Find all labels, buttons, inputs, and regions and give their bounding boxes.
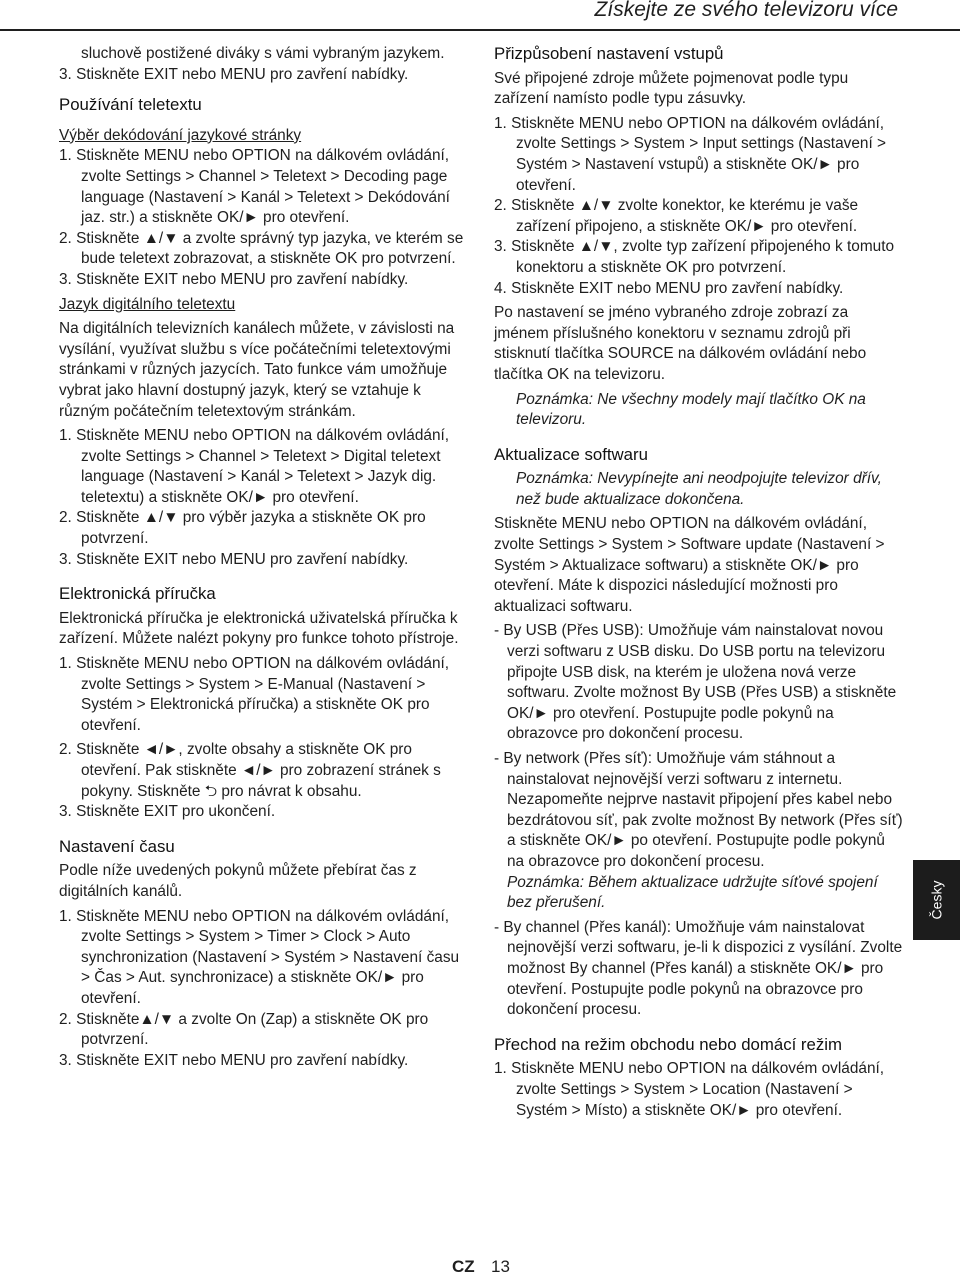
manual-step-3: 3. Stiskněte EXIT pro ukončení. xyxy=(59,803,276,821)
intro-step-3: 3. Stiskněte EXIT nebo MENU pro zavření nabídky. xyxy=(59,65,409,83)
mode-step-1: 1. Stiskněte MENU nebo OPTION na dálkovém ovládání, zvolte Settings > System > Location (Nastavení > Systém > Místo) a stiskněte OK/► pro otevření. xyxy=(494,1060,885,1119)
update-network-note: Poznámka: Během aktualizace udržujte síťové spojení bez přerušení. xyxy=(507,873,878,912)
inputs-step-2: 2. Stiskněte ▲/▼ zvolte konektor, ke kterému je vaše zařízení připojeno, a stiskněte OK/► pro otevření. xyxy=(494,197,859,235)
decode-subheading: Výběr dekódování jazykové stránky xyxy=(59,126,302,144)
mode-heading: Přechod na režim obchodu nebo domácí režim xyxy=(494,1034,842,1054)
left-column xyxy=(59,44,471,1071)
inputs-step-3: 3. Stiskněte ▲/▼, zvolte typ zařízení připojeného k tomuto konektoru a stiskněte OK pro potvrzení. xyxy=(494,238,895,276)
decode-step-2: 2. Stiskněte ▲/▼ a zvolte správný typ jazyka, ve kterém se bude teletext zobrazovat, a stiskněte OK pro potvrzení. xyxy=(59,229,464,268)
time-step-1: 1. Stiskněte MENU nebo OPTION na dálkovém ovládání, zvolte Settings > System > Timer > Clock > Auto synchronization (Nastavení > Systém > Nastavení času > Čas > Aut. synchronizace) a stiskněte OK/► pro otevření. xyxy=(59,907,460,1007)
inputs-note: Poznámka: Ne všechny modely mají tlačítko OK na televizoru. xyxy=(516,390,866,429)
update-option-usb: - By USB (Přes USB): Umožňuje vám nainstalovat novou verzi softwaru z USB disku. Do USB portu na televizoru připojte USB disk, na kterém je uložena nová verze softwaru. Zvolte možnost By USB (Přes USB) a stiskněte OK/► pro otevření. Postupujte podle pokynů na obrazovce pro dokončení procesu. xyxy=(494,622,897,743)
time-body: Podle níže uvedených pokynů můžete přebírat čas z digitálních kanálů. xyxy=(59,862,417,900)
language-side-tab xyxy=(913,860,960,940)
manual-step-2: 2. Stiskněte ◄/►, zvolte obsahy a stiskněte OK pro otevření. Pak stiskněte ◄/► pro zobrazení stránek s pokyny. Stiskněte ⮌ pro návrat k obsahu. xyxy=(59,741,441,800)
manual-step-1: 1. Stiskněte MENU nebo OPTION na dálkovém ovládání, zvolte Settings > System > E-Manual (Nastavení > Systém > Elektronická příručka) a stiskněte OK pro otevření. xyxy=(59,655,450,734)
digital-step-1: 1. Stiskněte MENU nebo OPTION na dálkovém ovládání, zvolte Settings > Channel > Teletext > Digital teletext language (Nastavení > Kanál > Teletext > Jazyk dig. teletextu) a stiskněte OK/► pro otevření. xyxy=(59,427,450,506)
footer-language-code: CZ xyxy=(452,1257,475,1276)
update-body: Stiskněte MENU nebo OPTION na dálkovém ovládání, zvolte Settings > System > Software update (Nastavení > Systém > Aktualizace softwaru) a stiskněte OK/► pro otevření. Máte k dispozici následující možnosti pro aktualizaci softwaru. xyxy=(494,515,885,615)
manual-heading: Elektronická příručka xyxy=(59,584,216,604)
digital-body: Na digitálních televizních kanálech můžete, v závislosti na vysílání, využívat službu s více počátečními teletextovými stránkami v různých jazycích. Tato funkce vám umožňuje vybrat jako hlavní dostupný jazyk, který se vztahuje k různým počátečním teletextovým stránkám. xyxy=(59,320,455,420)
inputs-step-1: 1. Stiskněte MENU nebo OPTION na dálkovém ovládání, zvolte Settings > System > Input settings (Nastavení > Systém > Nastavení vstupů) a stiskněte OK/► pro otevření. xyxy=(494,114,886,194)
page-header-title: Získejte ze svého televizoru více xyxy=(594,0,898,21)
digital-step-3: 3. Stiskněte EXIT nebo MENU pro zavření nabídky. xyxy=(59,550,409,568)
footer-page-number: 13 xyxy=(491,1257,510,1276)
manual-body: Elektronická příručka je elektronická uživatelská příručka k zařízení. Můžete nalézt pokyny pro funkce tohoto přístroje. xyxy=(59,609,459,648)
time-step-2: 2. Stiskněte▲/▼ a zvolte On (Zap) a stiskněte OK pro potvrzení. xyxy=(59,1010,429,1049)
decode-step-1: 1. Stiskněte MENU nebo OPTION na dálkovém ovládání, zvolte Settings > Channel > Teletext > Decoding page language (Nastavení > Kanál > Teletext > Dekódování jaz. str.) a stiskněte OK/► pro otevření. xyxy=(59,147,450,227)
inputs-step-4: 4. Stiskněte EXIT nebo MENU pro zavření nabídky. xyxy=(494,279,844,297)
right-column xyxy=(494,44,906,1121)
inputs-heading: Přizpůsobení nastavení vstupů xyxy=(494,44,724,63)
update-note: Poznámka: Nevypínejte ani neodpojujte televizor dřív, než bude aktualizace dokončena. xyxy=(516,470,882,508)
digital-step-2: 2. Stiskněte ▲/▼ pro výběr jazyka a stiskněte OK pro potvrzení. xyxy=(59,509,426,548)
time-step-3: 3. Stiskněte EXIT nebo MENU pro zavření nabídky. xyxy=(59,1051,409,1069)
header-rule xyxy=(0,29,960,31)
language-side-tab-label: Česky xyxy=(928,880,945,920)
inputs-after-text: Po nastavení se jméno vybraného zdroje zobrazí za jménem příslušného konektoru v seznamu zdrojů při stisknutí tlačítka SOURCE na dálkovém ovládání nebo tlačítka OK na televizoru. xyxy=(494,304,867,383)
update-option-network: - By network (Přes síť): Umožňuje vám stáhnout a nainstalovat nejnovější verzi softwaru z internetu. Nezapomeňte nejprve nastavit připojení přes kabel nebo bezdrátovou síť, pak zvolte možnost By network (Přes síť) a stiskněte OK/► po otevření. Postupujte podle pokynů na obrazovce pro dokončení procesu. xyxy=(494,750,903,870)
update-option-channel: - By channel (Přes kanál): Umožňuje vám nainstalovat nejnovější verzi softwaru, je-li k dispozici z vysílání. Zvolte možnost By channel (Přes kanál) a stiskněte OK/► pro otevření. Postupujte podle pokynů na obrazovce pro dokončení procesu. xyxy=(494,918,903,1019)
intro-text: sluchově postižené diváky s vámi vybraným jazykem. xyxy=(81,45,445,62)
digital-subheading: Jazyk digitálního teletextu xyxy=(59,295,236,313)
page-footer xyxy=(0,1257,960,1277)
teletext-heading: Používání teletextu xyxy=(59,95,202,115)
update-heading: Aktualizace softwaru xyxy=(494,444,648,464)
inputs-body: Své připojené zdroje můžete pojmenovat podle typu zařízení namísto podle typu zásuvky. xyxy=(494,69,849,108)
decode-step-3: 3. Stiskněte EXIT nebo MENU pro zavření nabídky. xyxy=(59,270,409,288)
time-heading: Nastavení času xyxy=(59,836,175,856)
